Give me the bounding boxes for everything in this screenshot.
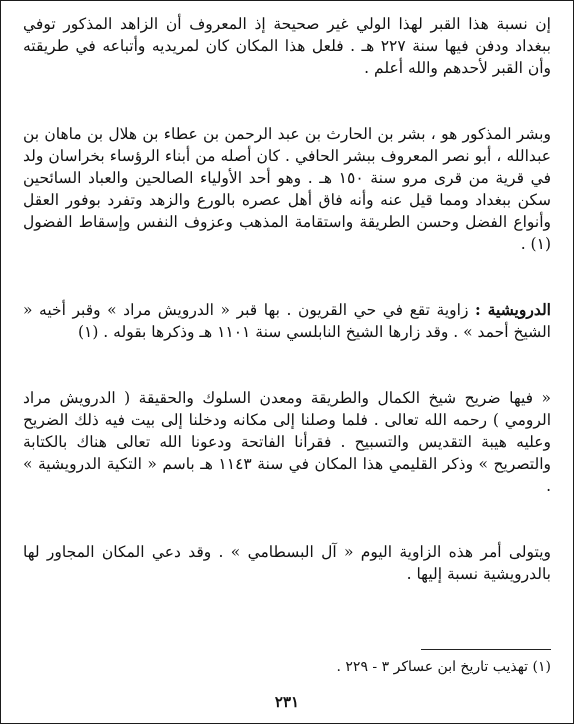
- paragraph-4: [23, 387, 551, 497]
- paragraph-2-text: وبشر المذكور هو ، بشر بن الحارث بن عبد الرحمن بن عطاء بن هلال بن ماهان بن عبدالله ، أبو نصر المعروف ببشر الحافي . كان أصله من أبناء الرؤساء بخراسان ولد في قرية من قرى مرو سنة ١٥٠ هـ . وهو أحد الأولياء الصالحين والعباد السائحين سكن ببغداد ومما قيل عنه وأنه فاق أهل عصره بالورع والزهد وتفرد بوفور العقل وأنواع الفضل وحسن الطريقة واستقامة المذهب وعزوف النفس وإسقاط الفضول (١) .: [23, 125, 551, 253]
- paragraph-1-text: إن نسبة هذا القبر لهذا الولي غير صحيحة إذ المعروف أن الزاهد المذكور توفي ببغداد ودفن فيها سنة ٢٢٧ هـ . فلعل هذا المكان كان لمريديه وأتباعه في طريقته وأن القبر لأحدهم والله أعلم .: [23, 15, 551, 77]
- paragraph-5: [23, 541, 551, 585]
- entry-heading-term: الدرويشية :: [474, 300, 551, 319]
- page-number: ٢٣١: [274, 693, 300, 711]
- paragraph-3-text: زاوية تقع في حي القريون . بها قبر « الدرويش مراد » وقبر أخيه « الشيخ أحمد » . وقد زارها الشيخ النابلسي سنة ١١٠١ هـ وذكرها بقوله . (١): [23, 301, 551, 341]
- paragraph-5-text: ويتولى أمر هذه الزاوية اليوم « آل البسطامي » . وقد دعي المكان المجاور لها بالدرويشية نسبة إليها .: [23, 543, 551, 583]
- paragraph-1: [23, 13, 551, 79]
- footnote-divider: [421, 649, 551, 650]
- page-body: [23, 13, 551, 629]
- paragraph-4-text: « فيها ضريح شيخ الكمال والطريقة ومعدن السلوك والحقيقة ( الدرويش مراد الرومي ) رحمه الله تعالى . فلما وصلنا إلى مكانه ودخلنا إلى بيت فيه ذلك الضريح وعليه هيبة التقديس والتسبيح . فقرأنا الفاتحة ودعونا الله تعالى هناك بالكتابة والتصريح » وذكر القليمي هذا المكان في سنة ١١٤٣ هـ باسم « التكية الدرويشية » .: [23, 389, 552, 495]
- footnote: (١) تهذيب تاريخ ابن عساكر ٣ - ٢٢٩ .: [336, 659, 551, 675]
- paragraph-2: [23, 123, 551, 255]
- paragraph-3: [23, 299, 551, 343]
